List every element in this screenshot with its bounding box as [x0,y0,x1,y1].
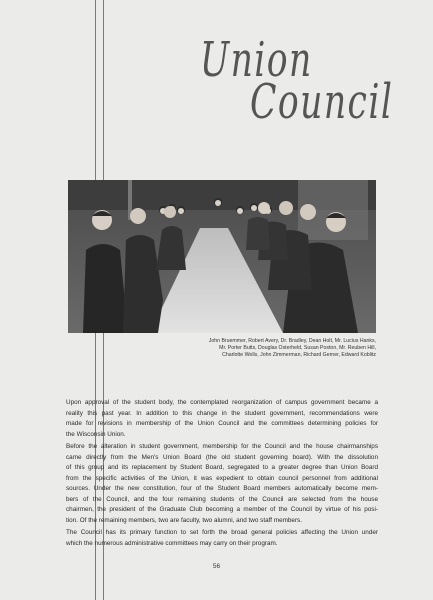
text-line: of this group and its replacement by Student Board, segregated to a greater degree than Union Board [66,464,378,471]
paragraph-2 [66,442,378,526]
text-line: reality this past year. In addition to this change in the student government, recommendations were [66,409,378,417]
paragraph-3 [66,528,378,549]
title-line-2: Council [250,74,394,130]
caption-line: John Bruemmer, Robert Avery, Dr. Bradley, Dean Holt, Mr. Lucius Hanks, [208,338,376,344]
text-line: sources. Under the new constitution, four of the Student Board members automatically become mem- [66,485,378,492]
paragraph-1 [66,398,378,440]
text-line: bers of the Council, and the four remaining students of the Council are selected from the house [66,495,378,503]
text-line: made for revisions in membership of the Union Council and the committees determining policies for [66,420,378,427]
text-line: came directly from the Men's Union Board (the old student governing board). With the dissolution [66,453,378,461]
text-line: which the numerous administrative committees may carry on their program. [66,539,278,547]
title-line-1: Union [200,32,313,88]
text-line: Before the alteration in student government, membership for the Council and the house chairmanships [66,443,378,450]
photo-caption [193,338,376,360]
caption-line: Mr. Porter Butts, Douglas Osterheld, Susan Poston, Mr. Reuben Hill, [219,345,376,352]
text-line: The Council has its primary function to set forth the broad general policies affecting the Union under [66,529,378,536]
text-line: chairmen, the president of the Graduate Club becoming a member of the Council by virtue of his posi- [66,506,378,513]
text-line: from the specific activities of the Union, it was expedient to obtain council personnel from additional [66,474,378,482]
caption-line: Charlotte Wells, John Zimmerman, Richard Gerner, Edward Koblitz [222,352,376,359]
text-line: the Wisconsin Union. [66,430,126,438]
text-line: Upon approval of the student body, the contemplated reorganization of campus government became a [66,399,378,406]
text-line: tion. Of the remaining members, two are faculty, two alumni, and two staff members. [66,516,302,524]
page-number: 56 [212,563,221,570]
group-photo [68,180,376,333]
body-text [66,398,378,551]
group-photo-illustration [68,180,376,333]
